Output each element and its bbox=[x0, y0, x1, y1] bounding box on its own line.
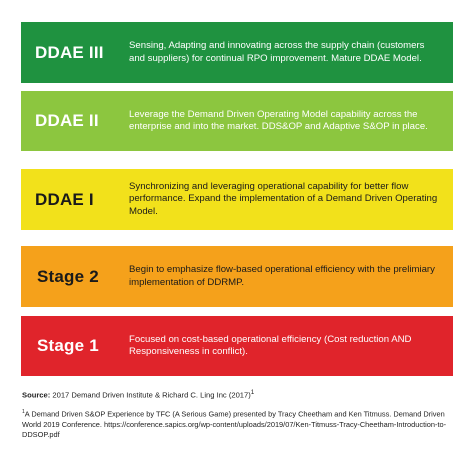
stage-box-ddae-ii bbox=[21, 91, 453, 151]
stage-box-stage-1 bbox=[21, 316, 453, 376]
stage-name: Stage 2 bbox=[37, 266, 99, 286]
stage-description: Focused on cost-based operational efficiency (Cost reduction AND Responsiveness in conflict). bbox=[129, 333, 412, 357]
source-label: Source: bbox=[22, 390, 51, 400]
stage-name: DDAE I bbox=[35, 189, 94, 209]
footnote-marker: 1 bbox=[22, 409, 25, 415]
stage-box-ddae-i bbox=[21, 169, 453, 230]
stage-box-stage-2 bbox=[21, 246, 453, 307]
footnote-text: A Demand Driven S&OP Experience by TFC (A Serious Game) presented by Tracy Cheetham and Ken Titmuss. Demand Driven World 2019 Conference. https://conference.sapics.org/wp-content/uploads/2019/07/Ken-Titmuss-Tracy-Cheetham-Introduction-to-DDSOP.pdf bbox=[22, 409, 447, 439]
stage-description: Synchronizing and leveraging operational capability for better flow performance. Expand the implementation of a Demand Driven Operating Model. bbox=[129, 180, 438, 217]
source-line bbox=[22, 389, 454, 400]
stage-name: DDAE II bbox=[35, 111, 99, 130]
stage-name: DDAE III bbox=[35, 42, 104, 62]
source-footnote-marker: 1 bbox=[250, 389, 255, 396]
stage-description: Leverage the Demand Driven Operating Model capability across the enterprise and into the market. DDS&OP and Adaptive S&OP in place. bbox=[129, 108, 428, 132]
stage-box-ddae-iii bbox=[21, 22, 453, 83]
stage-description: Begin to emphasize flow-based operational efficiency with the prelimiary implementation of DDRMP. bbox=[129, 264, 435, 288]
source-text: 2017 Demand Driven Institute & Richard C. Ling Inc (2017) bbox=[50, 390, 251, 400]
stage-name: Stage 1 bbox=[37, 336, 99, 355]
stage-description: Sensing, Adapting and innovating across the supply chain (customers and suppliers) for continual RPO improvement. Mature DDAE Model. bbox=[129, 40, 425, 64]
footnote bbox=[22, 407, 452, 440]
